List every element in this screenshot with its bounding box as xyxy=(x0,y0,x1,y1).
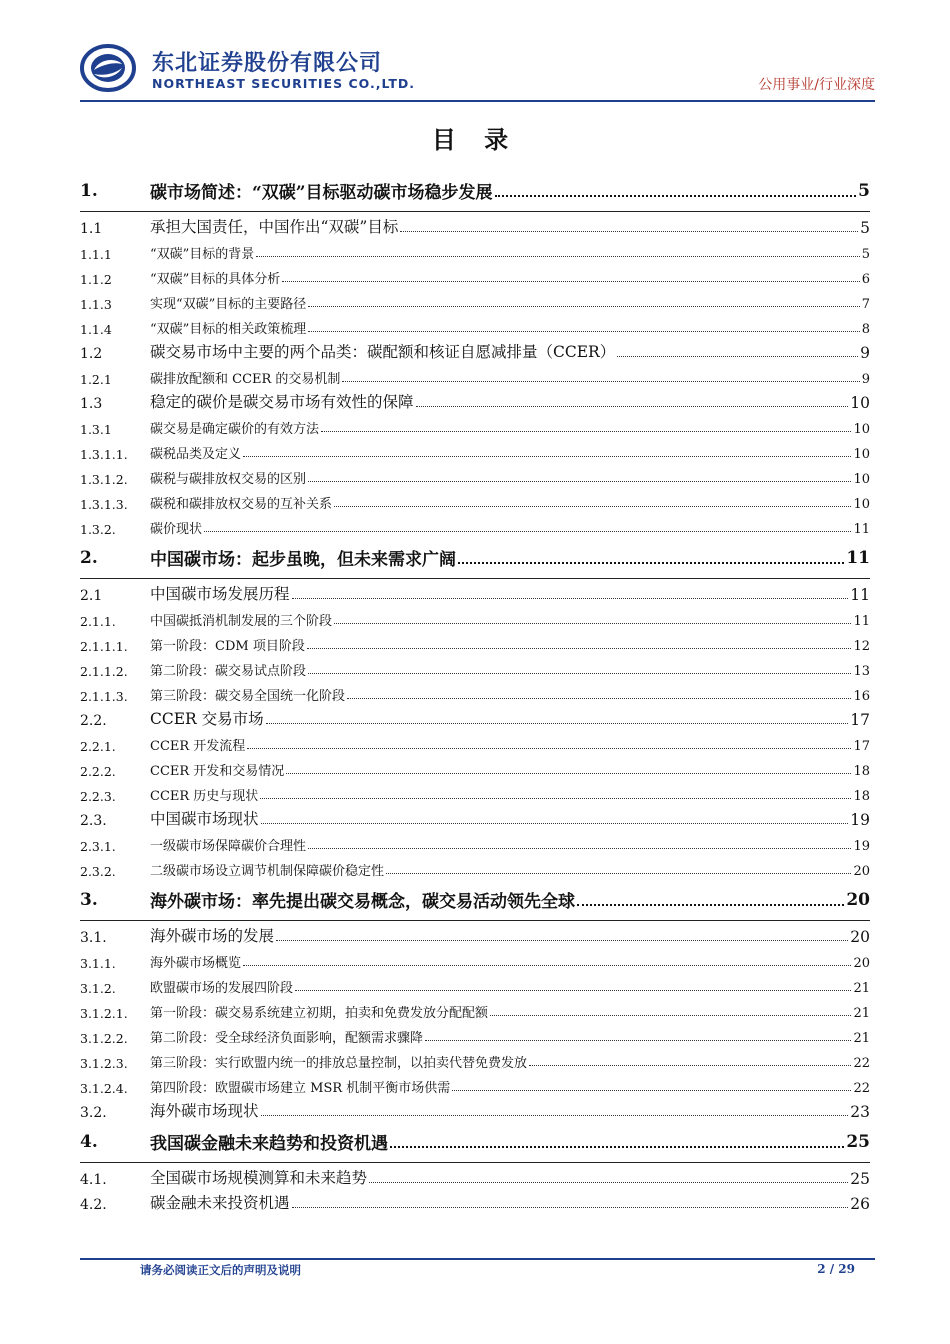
toc-entry-page: 10 xyxy=(850,394,870,412)
toc-entry[interactable] xyxy=(80,437,870,462)
toc-title: 目 录 xyxy=(431,125,519,154)
toc-entry-title: “双碳”目标的具体分析 xyxy=(150,272,281,287)
toc-entry-number: 1.1.3 xyxy=(80,297,112,312)
toc-entry[interactable] xyxy=(80,1021,870,1046)
report-category: 公用事业/行业深度 xyxy=(758,77,875,93)
toc-entry-number: 2.1 xyxy=(80,588,103,604)
toc-entry[interactable] xyxy=(80,996,870,1021)
toc-entry-page: 18 xyxy=(853,764,870,779)
toc-entry-title: 实现“双碳”目标的主要路径 xyxy=(150,297,307,312)
toc-entry[interactable] xyxy=(80,654,870,679)
toc-dot-leader xyxy=(282,281,859,282)
toc-entry-title: 碳税与碳排放权交易的区别 xyxy=(150,472,307,487)
toc-entry[interactable] xyxy=(80,1163,870,1188)
toc-entry-page: 9 xyxy=(861,372,870,387)
toc-entry-page: 17 xyxy=(853,739,870,754)
toc-entry[interactable] xyxy=(80,487,870,512)
toc-entry-title: “双碳”目标的相关政策梳理 xyxy=(150,322,307,337)
toc-entry-title: 海外碳市场的发展 xyxy=(150,927,275,945)
toc-entry-number: 2.2.2. xyxy=(80,764,116,779)
company-name-cn: 东北证券股份有限公司 xyxy=(152,51,383,76)
toc-entry-page: 17 xyxy=(850,711,870,729)
company-logo-icon xyxy=(80,44,136,92)
toc-entry-title: 碳税品类及定义 xyxy=(150,447,242,462)
toc-dot-leader xyxy=(490,1015,851,1016)
toc-dot-leader xyxy=(400,231,858,232)
toc-entry-title: 碳交易是确定碳价的有效方法 xyxy=(150,422,320,437)
toc-entry-page: 6 xyxy=(861,272,870,287)
toc-entry-number: 1.3.1.1. xyxy=(80,447,128,462)
toc-dot-leader xyxy=(334,506,851,507)
toc-entry-number: 1.3.1.3. xyxy=(80,497,128,512)
toc-entry[interactable] xyxy=(80,921,870,946)
toc-entry-number: 3.1.2.4. xyxy=(80,1081,128,1096)
toc-entry-number: 3.1.2.1. xyxy=(80,1006,128,1021)
toc-dot-leader xyxy=(247,748,851,749)
toc-entry-number: 3.1.2.2. xyxy=(80,1031,128,1046)
toc-entry-title: 第一阶段：碳交易系统建立初期，拍卖和免费发放分配配额 xyxy=(150,1006,489,1021)
toc-entry-page: 16 xyxy=(853,689,870,704)
toc-entry-page: 23 xyxy=(850,1103,870,1121)
toc-dot-leader xyxy=(243,456,851,457)
toc-entry-number: 1.3 xyxy=(80,396,103,412)
footer-divider xyxy=(80,1258,875,1260)
toc-entry[interactable] xyxy=(80,604,870,629)
toc-entry[interactable] xyxy=(80,287,870,312)
toc-entry[interactable] xyxy=(80,387,870,412)
toc-entry-page: 12 xyxy=(853,639,870,654)
toc-dot-leader xyxy=(261,1115,849,1116)
toc-entry-title: 中国碳市场发展历程 xyxy=(150,585,290,603)
toc-entry-title: 海外碳市场现状 xyxy=(150,1102,259,1120)
toc-entry-title: 第二阶段：碳交易试点阶段 xyxy=(150,664,307,679)
toc-entry-title: 碳交易市场中主要的两个品类：碳配额和核证自愿减排量（CCER） xyxy=(150,343,616,361)
header-divider xyxy=(80,100,875,102)
toc-entry-title: 欧盟碳市场的发展四阶段 xyxy=(150,981,294,996)
toc-entry-page: 25 xyxy=(846,1131,870,1152)
toc-entry-title: 我国碳金融未来趋势和投资机遇 xyxy=(150,1134,388,1154)
toc-entry-number: 1. xyxy=(80,180,98,201)
toc-entry-page: 5 xyxy=(860,219,870,237)
toc-dot-leader xyxy=(295,990,851,991)
toc-entry-title: 一级碳市场保障碳价合理性 xyxy=(150,839,307,854)
toc-entry-number: 2.2.1. xyxy=(80,739,116,754)
toc-entry-page: 18 xyxy=(853,789,870,804)
toc-entry-page: 20 xyxy=(846,889,870,910)
toc-entry-page: 11 xyxy=(850,586,870,604)
toc-dot-leader xyxy=(425,1040,851,1041)
toc-entry-title: 第三阶段：碳交易全国统一化阶段 xyxy=(150,689,346,704)
toc-dot-leader xyxy=(286,773,851,774)
toc-dot-leader xyxy=(334,623,851,624)
toc-dot-leader xyxy=(308,306,859,307)
toc-entry-number: 2.2. xyxy=(80,713,107,729)
toc-entry-page: 10 xyxy=(853,447,870,462)
toc-entry-number: 3.1.2.3. xyxy=(80,1056,128,1071)
toc-entry[interactable] xyxy=(80,462,870,487)
toc-entry-page: 9 xyxy=(860,344,870,362)
toc-entry[interactable] xyxy=(80,879,870,921)
toc-entry[interactable] xyxy=(80,170,870,212)
toc-dot-leader xyxy=(204,531,851,532)
toc-dot-leader xyxy=(458,562,844,564)
toc-entry-page: 10 xyxy=(853,422,870,437)
toc-entry-title: 二级碳市场设立调节机制保障碳价稳定性 xyxy=(150,864,385,879)
toc-entry-number: 1.1.2 xyxy=(80,272,112,287)
toc-entry-title: 碳排放配额和 CCER 的交易机制 xyxy=(150,372,341,387)
toc-entry-number: 1.1.4 xyxy=(80,322,112,337)
toc-entry-number: 1.1 xyxy=(80,221,103,237)
toc-entry-page: 11 xyxy=(853,522,870,537)
toc-entry-number: 4. xyxy=(80,1131,98,1152)
toc-dot-leader xyxy=(292,598,849,599)
toc-entry-number: 2.1.1. xyxy=(80,614,116,629)
toc-entry-page: 5 xyxy=(858,180,870,201)
toc-entry-title: CCER 交易市场 xyxy=(150,710,264,728)
toc-entry[interactable] xyxy=(80,804,870,829)
toc-entry-number: 3.1. xyxy=(80,930,107,946)
toc-entry-page: 8 xyxy=(861,322,870,337)
toc-dot-leader xyxy=(321,431,851,432)
toc-dot-leader xyxy=(307,648,852,649)
toc-entry[interactable] xyxy=(80,237,870,262)
toc-entry[interactable] xyxy=(80,629,870,654)
toc-dot-leader xyxy=(243,965,851,966)
toc-entry-number: 2.3.1. xyxy=(80,839,116,854)
toc-entry-page: 20 xyxy=(853,956,870,971)
toc-entry[interactable] xyxy=(80,829,870,854)
toc-entry-title: 全国碳市场规模测算和未来趋势 xyxy=(150,1169,368,1187)
toc-entry-number: 3.1.2. xyxy=(80,981,116,996)
toc-dot-leader xyxy=(260,798,851,799)
toc-entry[interactable] xyxy=(80,729,870,754)
toc-entry-number: 1.2 xyxy=(80,346,103,362)
toc-entry[interactable] xyxy=(80,946,870,971)
toc-entry[interactable] xyxy=(80,212,870,237)
toc-entry-title: 第一阶段：CDM 项目阶段 xyxy=(150,639,305,654)
toc-entry[interactable] xyxy=(80,1121,870,1163)
toc-entry[interactable] xyxy=(80,337,870,362)
toc-dot-leader xyxy=(308,481,851,482)
toc-entry-page: 22 xyxy=(853,1081,870,1096)
toc-entry-page: 22 xyxy=(853,1056,870,1071)
toc-entry-number: 1.3.2. xyxy=(80,522,116,537)
toc-entry-page: 19 xyxy=(853,839,870,854)
toc-dot-leader xyxy=(261,823,849,824)
toc-entry-number: 1.1.1 xyxy=(80,247,112,262)
toc-entry-title: 碳市场简述：“双碳”目标驱动碳市场稳步发展 xyxy=(150,183,493,203)
toc-entry-page: 11 xyxy=(846,547,870,568)
toc-entry[interactable] xyxy=(80,854,870,879)
disclaimer-note: 请务必阅读正文后的声明及说明 xyxy=(140,1263,301,1277)
toc-entry-number: 4.1. xyxy=(80,1172,107,1188)
toc-entry-title: 中国碳市场：起步虽晚，但未来需求广阔 xyxy=(150,550,456,570)
toc-entry[interactable] xyxy=(80,537,870,579)
toc-entry-title: 碳税和碳排放权交易的互补关系 xyxy=(150,497,333,512)
toc-dot-leader xyxy=(369,1182,848,1183)
toc-entry-page: 21 xyxy=(853,1031,870,1046)
toc-entry-title: 海外碳市场概览 xyxy=(150,956,242,971)
toc-dot-leader xyxy=(256,256,859,257)
toc-entry[interactable] xyxy=(80,412,870,437)
toc-entry[interactable] xyxy=(80,1046,870,1071)
toc-dot-leader xyxy=(390,1146,844,1148)
toc-entry-number: 4.2. xyxy=(80,1197,107,1213)
toc-entry-page: 25 xyxy=(850,1170,870,1188)
toc-entry[interactable] xyxy=(80,512,870,537)
toc-entry-title: 碳价现状 xyxy=(150,522,203,537)
toc-entry-title: 承担大国责任，中国作出“双碳”目标 xyxy=(150,218,399,236)
toc-dot-leader xyxy=(308,848,851,849)
toc-entry-number: 2.3.2. xyxy=(80,864,116,879)
toc-entry-page: 11 xyxy=(853,614,870,629)
toc-dot-leader xyxy=(276,940,848,941)
toc-entry-number: 2.1.1.3. xyxy=(80,689,128,704)
toc-entry[interactable] xyxy=(80,1188,870,1213)
toc-dot-leader xyxy=(529,1065,851,1066)
toc-dot-leader xyxy=(495,195,857,197)
toc-entry-number: 1.3.1 xyxy=(80,422,112,437)
table-of-contents xyxy=(80,170,870,1213)
toc-entry-number: 2.1.1.2. xyxy=(80,664,128,679)
company-name-en: NORTHEAST SECURITIES CO.,LTD. xyxy=(152,76,416,91)
toc-entry-page: 10 xyxy=(853,472,870,487)
toc-entry-page: 21 xyxy=(853,1006,870,1021)
toc-entry[interactable] xyxy=(80,779,870,804)
toc-entry-title: 稳定的碳价是碳交易市场有效性的保障 xyxy=(150,393,414,411)
toc-entry-number: 2.2.3. xyxy=(80,789,116,804)
page-number: 2 / 29 xyxy=(817,1262,855,1276)
toc-entry-title: “双碳”目标的背景 xyxy=(150,247,255,262)
toc-entry-page: 21 xyxy=(853,981,870,996)
toc-dot-leader xyxy=(386,873,851,874)
toc-entry-page: 19 xyxy=(850,811,870,829)
toc-entry-title: 第三阶段：实行欧盟内统一的排放总量控制，以拍卖代替免费发放 xyxy=(150,1056,528,1071)
toc-entry[interactable] xyxy=(80,1096,870,1121)
toc-entry-page: 5 xyxy=(861,247,870,262)
toc-entry-number: 1.3.1.2. xyxy=(80,472,128,487)
toc-entry-title: CCER 历史与现状 xyxy=(150,789,259,804)
toc-entry-number: 2.3. xyxy=(80,813,107,829)
toc-entry-number: 1.2.1 xyxy=(80,372,112,387)
toc-entry[interactable] xyxy=(80,971,870,996)
toc-dot-leader xyxy=(577,904,844,906)
toc-entry-title: CCER 开发和交易情况 xyxy=(150,764,285,779)
toc-dot-leader xyxy=(342,381,859,382)
toc-dot-leader xyxy=(292,1207,849,1208)
toc-entry[interactable] xyxy=(80,754,870,779)
toc-entry-number: 2.1.1.1. xyxy=(80,639,128,654)
toc-entry[interactable] xyxy=(80,362,870,387)
toc-entry-page: 10 xyxy=(853,497,870,512)
toc-dot-leader xyxy=(308,673,851,674)
toc-dot-leader xyxy=(416,406,849,407)
toc-entry-title: 第二阶段：受全球经济负面影响，配额需求骤降 xyxy=(150,1031,424,1046)
toc-entry-page: 13 xyxy=(853,664,870,679)
toc-entry-number: 3.1.1. xyxy=(80,956,116,971)
toc-entry[interactable] xyxy=(80,579,870,604)
toc-entry-page: 20 xyxy=(853,864,870,879)
toc-entry-title: CCER 开发流程 xyxy=(150,739,246,754)
toc-entry[interactable] xyxy=(80,679,870,704)
toc-entry-title: 海外碳市场：率先提出碳交易概念，碳交易活动领先全球 xyxy=(150,892,575,912)
toc-dot-leader xyxy=(617,356,858,357)
toc-entry-number: 3. xyxy=(80,889,98,910)
toc-entry-title: 中国碳市场现状 xyxy=(150,810,259,828)
toc-entry[interactable] xyxy=(80,262,870,287)
toc-entry-page: 7 xyxy=(861,297,870,312)
toc-entry-number: 3.2. xyxy=(80,1105,107,1121)
toc-entry-page: 20 xyxy=(850,928,870,946)
toc-entry-title: 第四阶段：欧盟碳市场建立 MSR 机制平衡市场供需 xyxy=(150,1081,451,1096)
toc-entry[interactable] xyxy=(80,704,870,729)
page-header xyxy=(80,40,875,96)
toc-entry-title: 碳金融未来投资机遇 xyxy=(150,1194,290,1212)
toc-entry-title: 中国碳抵消机制发展的三个阶段 xyxy=(150,614,333,629)
toc-entry[interactable] xyxy=(80,312,870,337)
toc-dot-leader xyxy=(452,1090,851,1091)
toc-dot-leader xyxy=(308,331,859,332)
toc-dot-leader xyxy=(266,723,849,724)
toc-entry[interactable] xyxy=(80,1071,870,1096)
toc-entry-number: 2. xyxy=(80,547,98,568)
toc-entry-page: 26 xyxy=(850,1195,870,1213)
toc-dot-leader xyxy=(347,698,851,699)
